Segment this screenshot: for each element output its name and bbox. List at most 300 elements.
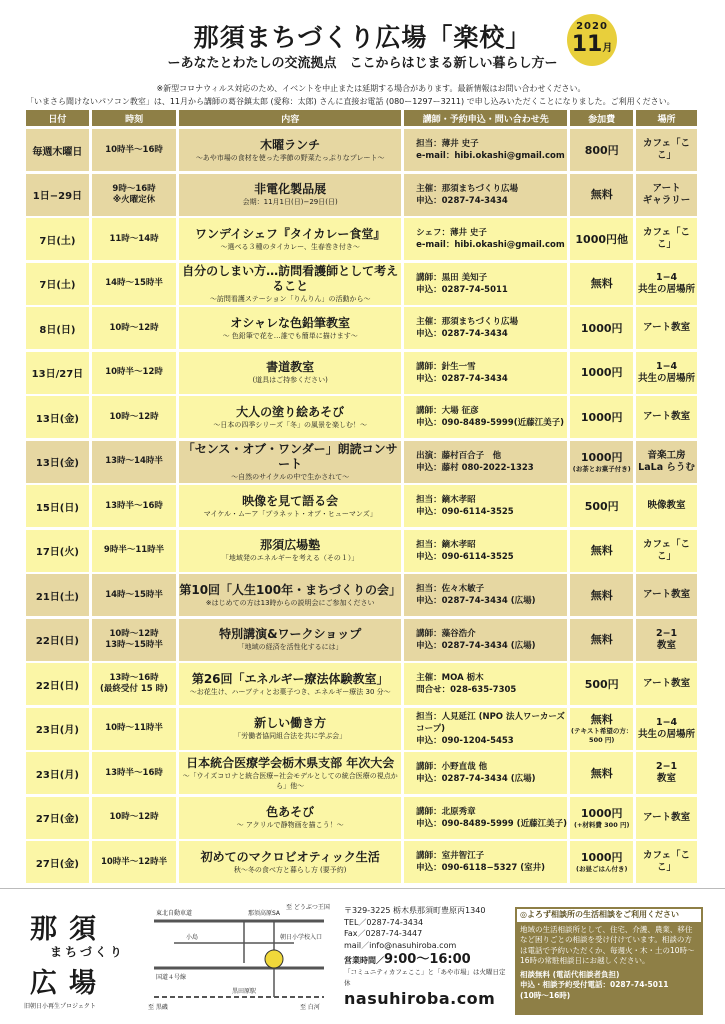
- event-description: ※はじめての方は13時からの説明会にご参加ください: [205, 598, 375, 607]
- event-contact-reservation: 申込：090-6118−5327 (室井): [416, 863, 546, 873]
- event-name: 映像を見て語る会: [242, 493, 339, 508]
- event-date: 22日(日): [35, 680, 79, 692]
- col-header-contact: 講師・予約申込・問い合わせ先: [404, 110, 567, 126]
- event-time: 10時～12時: [109, 628, 159, 639]
- event-fee-note: (テキスト希望の方：500 円): [571, 727, 633, 744]
- cell-date: [26, 396, 89, 438]
- cell-contact: [404, 574, 567, 616]
- cell-time: [92, 530, 176, 572]
- consult-hours: (10時～16時): [520, 990, 571, 1000]
- cell-place: [636, 841, 697, 883]
- cell-place: [636, 797, 697, 839]
- table-row: [26, 485, 697, 527]
- col-header-content: 内容: [179, 110, 401, 126]
- cell-content: [179, 708, 401, 750]
- event-contact-person: 担当：薄井 史子: [416, 139, 479, 149]
- event-contact-person: 担当：鏑木孝昭: [416, 495, 476, 505]
- cell-time: [92, 574, 176, 616]
- event-contact-person: 講師：針生一雪: [416, 361, 476, 372]
- cell-date: [26, 619, 89, 661]
- page-subtitle: ーあなたとわたしの交流拠点 ここからはじまる新しい暮らし方ー: [167, 56, 558, 71]
- event-time: 10時～11時半: [105, 723, 163, 733]
- col-header-date: 日付: [26, 110, 89, 126]
- cell-place: [636, 574, 697, 616]
- event-description: 「地域の経済を活性化するには」: [237, 643, 343, 651]
- table-row: [26, 841, 697, 883]
- cell-place: [636, 530, 697, 572]
- event-name: オシャレな色鉛筆教室: [230, 315, 351, 330]
- cell-time: [92, 752, 176, 794]
- cell-place: [636, 663, 697, 705]
- event-place: カフェ「ここ」: [643, 850, 691, 873]
- event-description: ～ 色鉛筆で花を…誰でも簡単に描けます～: [222, 331, 358, 340]
- cell-place: [636, 708, 697, 750]
- logo-text-hiroba: 広場: [30, 968, 108, 999]
- event-name: 色あそび: [266, 805, 315, 819]
- event-contact-person: 講師：藻谷浩介: [416, 628, 476, 639]
- cell-date: [26, 530, 89, 572]
- cell-fee: [570, 530, 633, 572]
- col-header-place: 場所: [636, 110, 697, 126]
- cell-fee: [570, 441, 633, 483]
- event-name: 非電化製品展: [254, 182, 327, 196]
- event-time-note: (最終受付 15 時): [100, 684, 169, 694]
- event-contact-person: 講師：室井智江子: [416, 851, 485, 861]
- event-date: 15日(日): [35, 502, 79, 514]
- event-fee: 無料: [590, 766, 613, 780]
- event-date: 13日(金): [35, 458, 79, 469]
- consultation-box: [515, 907, 703, 1015]
- event-date: 13日(金): [35, 413, 79, 425]
- cell-contact: [404, 841, 567, 883]
- event-description: 会期：11月1日(日)−29日(日): [242, 198, 338, 206]
- cell-time: [92, 841, 176, 883]
- event-fee: 1000円: [580, 410, 623, 424]
- cell-contact: [404, 752, 567, 794]
- event-contact-reservation: 申込：090-6114-3525: [416, 551, 514, 562]
- event-time: 10時～12時: [109, 322, 159, 333]
- event-place: 1−4: [655, 360, 678, 372]
- tel: TEL／0287-74-3434: [344, 917, 424, 927]
- table-row: [26, 530, 697, 572]
- cell-place: [636, 752, 697, 794]
- cell-content: [179, 263, 401, 305]
- event-contact-person: 講師：大場 征彦: [416, 406, 479, 416]
- map-location-marker: [265, 950, 283, 968]
- event-date: 21日(土): [35, 591, 79, 603]
- event-fee-note: (お昼ごはん付き): [575, 865, 628, 873]
- cell-contact: [404, 129, 567, 171]
- table-row: [26, 352, 697, 394]
- event-fee: 800円: [584, 143, 619, 157]
- cell-contact: [404, 708, 567, 750]
- event-place: 1−4: [655, 716, 678, 728]
- event-name: 大人の塗り絵あそび: [236, 404, 345, 419]
- cell-place: [636, 263, 697, 305]
- event-date: 23日(月): [35, 769, 79, 781]
- event-contact-person: 担当：鏑木孝昭: [416, 539, 476, 550]
- event-description: (道具はご持参ください): [252, 376, 328, 384]
- cell-time: [92, 129, 176, 171]
- event-fee: 1000円: [580, 851, 623, 864]
- map-label-sa: 那須高原SA: [248, 910, 281, 917]
- event-date: 22日(日): [35, 636, 79, 647]
- event-date: 27日(金): [35, 858, 79, 870]
- event-contact-reservation: e-mail：hibi.okashi@gmail.com: [416, 240, 565, 250]
- cell-contact: [404, 530, 567, 572]
- event-name: ワンデイシェフ『タイカレー食堂』: [195, 226, 386, 241]
- event-place-detail: 共生の居場所: [638, 283, 696, 295]
- event-name: 新しい働き方: [254, 716, 327, 730]
- event-contact-reservation: 申込：0287-74-3434 (広場): [416, 596, 536, 606]
- page-title: 那須まちづくり広場「楽校」: [193, 23, 532, 52]
- event-fee: 1000円他: [575, 232, 629, 246]
- event-name: 自分のしまい方…訪問看護師として考えること: [182, 263, 399, 293]
- consult-body: 地域の生活相談所として、住宅、介護、農業、移住など困りごとの相談を受け付けています。相談の方は電話で予約いただくか、毎週火・木・土の10時～16時の常駐相談日にお越しください。: [520, 924, 695, 965]
- cell-content: [179, 485, 401, 527]
- cell-fee: [570, 574, 633, 616]
- event-place: カフェ「ここ」: [643, 227, 691, 250]
- event-contact-person: 講師：北原秀章: [416, 806, 476, 817]
- table-row: [26, 663, 697, 705]
- cell-date: [26, 174, 89, 216]
- cell-content: [179, 441, 401, 483]
- event-name: 特別講演&ワークショップ: [219, 627, 362, 641]
- hours-value: 9:00～16:00: [384, 952, 471, 967]
- cell-time: [92, 174, 176, 216]
- cell-date: [26, 797, 89, 839]
- cell-time: [92, 619, 176, 661]
- event-contact-person: 講師：小野直哉 他: [416, 762, 488, 772]
- event-name: 第10回「人生100年・まちづくりの会」: [179, 582, 401, 597]
- cell-contact: [404, 352, 567, 394]
- event-date: 13日/27日: [31, 369, 84, 380]
- event-contact-person: 出演：藤村百合子 他: [416, 450, 502, 461]
- notice-pc-class: 「いまさら聞けないパソコン教室」は、11月から講師の葛谷鎮太郎 (愛称：太郎) さんに直接お電話 (080ー1297ー3211) で申し込みいただくことになりました。ご利用ください。: [26, 97, 675, 106]
- schedule-table: [26, 110, 697, 886]
- cell-fee: [570, 485, 633, 527]
- cell-place: [636, 485, 697, 527]
- month-badge: [567, 14, 617, 66]
- event-name: 書道教室: [266, 360, 315, 374]
- cell-time: [92, 485, 176, 527]
- badge-month-suffix: 月: [602, 43, 613, 54]
- event-time: 14時～15時半: [105, 278, 163, 288]
- event-description: マイケル・ムーア「プラネット・オブ・ヒューマンズ」: [203, 509, 377, 518]
- table-row: [26, 752, 697, 794]
- cell-date: [26, 263, 89, 305]
- event-name: 那須広場塾: [260, 538, 321, 552]
- cell-date: [26, 574, 89, 616]
- event-place: カフェ「ここ」: [643, 538, 691, 562]
- event-place: アート教室: [642, 678, 691, 689]
- event-place: 1−4: [655, 271, 678, 283]
- map-label-expressway: 東北自動車道: [156, 910, 193, 917]
- cell-contact: [404, 263, 567, 305]
- access-map: [144, 903, 336, 1013]
- col-header-fee: 参加費: [570, 110, 633, 126]
- event-name: 木曜ランチ: [260, 137, 321, 152]
- map-label-station: 黒田原駅: [232, 988, 257, 995]
- cell-date: [26, 841, 89, 883]
- event-contact-reservation: 申込：藤村 080-2022-1323: [416, 462, 534, 473]
- notice-block: [26, 82, 716, 108]
- logo-caption: 旧朝日小再生プロジェクト: [24, 1003, 96, 1010]
- event-contact-reservation: 申込：090-8489-5999(近藤江美子): [416, 418, 564, 428]
- hours-note: 「コミュニティカフェここ」と「あや市場」は火曜日定休: [344, 967, 506, 987]
- cell-content: [179, 797, 401, 839]
- event-time: 13時半～16時: [105, 767, 163, 778]
- event-fee: 無料: [590, 277, 613, 290]
- header: [0, 0, 725, 78]
- cell-content: [179, 663, 401, 705]
- event-description: ～自然のサイクルの中で生かされて～: [231, 472, 350, 481]
- event-contact-person: 担当：佐々木敏子: [416, 584, 485, 594]
- cell-date: [26, 129, 89, 171]
- event-fee-note: (+材料費 300 円): [573, 820, 630, 829]
- cell-fee: [570, 663, 633, 705]
- event-contact-person: 主催：那須まちづくり広場: [416, 183, 519, 194]
- event-time: 10時半～16時: [105, 144, 163, 155]
- event-fee: 500円: [584, 677, 619, 691]
- event-place: アート教室: [642, 322, 691, 333]
- map-label-zoo: 至 どうぶつ王国: [286, 904, 330, 911]
- cell-time: [92, 307, 176, 349]
- cell-date: [26, 485, 89, 527]
- table-row: [26, 797, 697, 839]
- event-contact-reservation: 申込：090-1204-5453: [416, 735, 514, 746]
- event-fee: 無料: [590, 588, 613, 602]
- cell-fee: [570, 352, 633, 394]
- event-time: 10時半～12時: [105, 367, 163, 377]
- cell-content: [179, 530, 401, 572]
- event-contact-reservation: 申込：0287-74-3434 (広場): [416, 774, 536, 784]
- cell-contact: [404, 619, 567, 661]
- event-time-note: ※火曜定休: [112, 194, 156, 205]
- cell-contact: [404, 218, 567, 260]
- cell-time: [92, 708, 176, 750]
- event-time: 14時～15時半: [105, 589, 163, 600]
- event-date: 7日(土): [39, 280, 76, 291]
- cell-place: [636, 174, 697, 216]
- cell-date: [26, 663, 89, 705]
- cell-time: [92, 352, 176, 394]
- event-contact-person: 講師：黒田 美知子: [416, 272, 488, 283]
- event-contact-reservation: 申込：090-8489-5999 (近藤江美子): [416, 818, 567, 829]
- event-fee: 1000円: [580, 321, 623, 335]
- badge-month-number: 11: [571, 32, 603, 57]
- event-date: 1日−29日: [32, 191, 83, 202]
- email[interactable]: mail／info@nasuhiroba.com: [344, 940, 457, 950]
- event-time: 9時半～11時半: [103, 545, 165, 555]
- event-contact-reservation: 申込：0287-74-3434: [416, 373, 508, 384]
- cell-fee: [570, 619, 633, 661]
- event-description: 「地域発のエネルギーを考える（その１）」: [221, 554, 359, 562]
- cell-time: [92, 441, 176, 483]
- hours-label: 営業時間／: [344, 956, 384, 965]
- cell-place: [636, 218, 697, 260]
- cell-content: [179, 841, 401, 883]
- event-time: 10時半～12時半: [100, 856, 168, 867]
- event-fee: 500円: [584, 499, 619, 513]
- event-contact-person: 主催：MOA 栃木: [416, 673, 484, 683]
- event-fee: 無料: [590, 713, 613, 726]
- website-url[interactable]: nasuhiroba.com: [344, 988, 496, 1008]
- cell-place: [636, 396, 697, 438]
- col-header-time: 時刻: [92, 110, 176, 126]
- event-time: 13時～14時半: [105, 456, 163, 466]
- event-date: 8日(日): [39, 324, 76, 336]
- event-fee: 無料: [590, 188, 613, 201]
- event-place: 映像教室: [647, 500, 686, 511]
- cell-content: [179, 619, 401, 661]
- cell-content: [179, 752, 401, 794]
- cell-contact: [404, 441, 567, 483]
- cell-contact: [404, 797, 567, 839]
- cell-content: [179, 174, 401, 216]
- logo: [22, 903, 162, 1013]
- consult-title: ◎よろず相談所の生活相談をご利用ください: [517, 909, 701, 922]
- event-contact-reservation: 申込：0287-74-3434: [416, 329, 508, 339]
- cell-date: [26, 441, 89, 483]
- table-row: [26, 263, 697, 305]
- event-name: 初めてのマクロビオティック生活: [200, 849, 380, 864]
- event-fee: 1000円: [580, 806, 623, 820]
- event-description: ～「ウイズコロナと統合医療−社会モデルとしての統合医療の視点から」他～: [182, 771, 398, 790]
- fax: Fax／0287-74-3447: [344, 929, 423, 938]
- cell-time: [92, 263, 176, 305]
- event-contact-reservation: e-mail：hibi.okashi@gmail.com: [416, 151, 565, 161]
- opening-hours: [344, 954, 512, 967]
- event-place: アート: [652, 182, 681, 194]
- cell-time: [92, 663, 176, 705]
- cell-contact: [404, 485, 567, 527]
- cell-fee: [570, 307, 633, 349]
- cell-fee: [570, 797, 633, 839]
- event-place: アート教室: [642, 589, 691, 600]
- cell-time: [92, 218, 176, 260]
- cell-date: [26, 708, 89, 750]
- event-place-detail: 教室: [657, 639, 677, 651]
- address: 〒329-3225 栃木県那須町豊原丙1340: [344, 906, 486, 915]
- table-row: [26, 574, 697, 616]
- map-label-kojima: 小島: [186, 934, 199, 941]
- cell-content: [179, 129, 401, 171]
- cell-fee: [570, 263, 633, 305]
- event-date: 23日(月): [35, 725, 79, 736]
- cell-contact: [404, 396, 567, 438]
- map-label-shirakawa: 至 白河: [300, 1004, 320, 1011]
- table-row: [26, 441, 697, 483]
- event-contact-person: シェフ：薄井 史子: [416, 228, 487, 238]
- cell-place: [636, 352, 697, 394]
- event-fee: 1000円: [580, 366, 623, 379]
- event-place-detail: 共生の居場所: [638, 728, 696, 740]
- map-graphic: [144, 903, 336, 1013]
- event-time: 9時～16時: [112, 183, 156, 194]
- cell-place: [636, 307, 697, 349]
- event-time: 11時～14時: [109, 233, 159, 244]
- event-description: ～選べる３種のタイカレー、生春巻き付き～: [220, 242, 360, 251]
- event-date: 27日(金): [35, 814, 79, 825]
- cell-time: [92, 797, 176, 839]
- event-contact-reservation: 申込：0287-74-5011: [416, 284, 508, 295]
- table-row: [26, 174, 697, 216]
- event-place: 2−1: [655, 761, 678, 772]
- cell-content: [179, 218, 401, 260]
- map-label-school: 朝日小学校入口: [280, 934, 323, 941]
- event-date: 7日(土): [39, 235, 76, 247]
- event-contact-person: 主催：那須まちづくり広場: [416, 317, 519, 327]
- event-time-note: 13時～15時半: [105, 639, 163, 650]
- event-time: 10時～12時: [109, 812, 159, 822]
- notice-covid: ※新型コロナウィルス対応のため、イベントを中止または延期する場合があります。最新情報はお問い合わせください。: [156, 84, 586, 93]
- cell-date: [26, 218, 89, 260]
- consult-tel: 申込・相談予約受付電話：0287-74-5011: [520, 980, 669, 989]
- event-contact-person: 担当：人見延江 (NPO 法人ワーカーズコープ): [416, 711, 565, 734]
- event-description: ～日本の四季シリーズ「冬」の風景を楽しむ！～: [213, 420, 367, 429]
- table-body: [26, 129, 697, 883]
- event-fee: 無料: [590, 544, 613, 557]
- cell-fee: [570, 396, 633, 438]
- event-contact-reservation: 申込：0287-74-3434: [416, 195, 508, 206]
- table-row: [26, 307, 697, 349]
- event-place: アート教室: [642, 811, 691, 823]
- cell-fee: [570, 129, 633, 171]
- badge-year: 2020: [576, 21, 608, 32]
- event-place: 音楽工房: [647, 449, 686, 461]
- event-name: 「センス・オブ・ワンダー」朗読コンサート: [182, 441, 398, 471]
- cell-contact: [404, 663, 567, 705]
- event-place: アート教室: [642, 411, 691, 422]
- event-place: カフェ「ここ」: [643, 138, 691, 161]
- event-description: ～ アクリルで静物画を描こう！～: [236, 821, 344, 829]
- cell-date: [26, 752, 89, 794]
- cell-fee: [570, 174, 633, 216]
- cell-fee: [570, 218, 633, 260]
- cell-place: [636, 441, 697, 483]
- cell-contact: [404, 307, 567, 349]
- event-name: 第26回「エネルギー療法体験教室」: [191, 671, 389, 686]
- map-label-route: 国道４号線: [156, 974, 187, 981]
- event-fee: 1000円: [580, 450, 623, 464]
- event-description: 「労働者協同組合法を共に学ぶ会」: [234, 732, 347, 740]
- event-fee-note: (お茶とお菓子付き): [572, 464, 631, 473]
- event-place: 2−1: [655, 627, 678, 639]
- contact-info: [344, 905, 512, 1008]
- event-place-detail: ギャラリー: [642, 194, 691, 206]
- event-name: 日本統合医療学会栃木県支部 年次大会: [186, 755, 395, 770]
- consult-free: 相談無料 (電話代相談者負担): [520, 969, 620, 979]
- badge-month: [567, 32, 617, 57]
- logo-text-machizukuri: まちづくり: [50, 945, 125, 959]
- cell-content: [179, 574, 401, 616]
- cell-place: [636, 129, 697, 171]
- event-contact-reservation: 問合せ：028-635-7305: [416, 685, 517, 695]
- event-place-detail: 教室: [657, 773, 677, 784]
- table-row: [26, 218, 697, 260]
- event-description: ～あや市場の食材を使った季節の野菜たっぷりなプレート～: [195, 153, 385, 162]
- event-date: 17日(火): [35, 547, 79, 558]
- table-row: [26, 396, 697, 438]
- cell-fee: [570, 708, 633, 750]
- cell-fee: [570, 841, 633, 883]
- event-time: 10時～12時: [109, 411, 159, 422]
- event-place-detail: 共生の居場所: [638, 372, 696, 384]
- event-contact-reservation: 申込：0287-74-3434 (広場): [416, 640, 536, 651]
- table-row: [26, 708, 697, 750]
- logo-text-nasu: 那須: [30, 914, 108, 945]
